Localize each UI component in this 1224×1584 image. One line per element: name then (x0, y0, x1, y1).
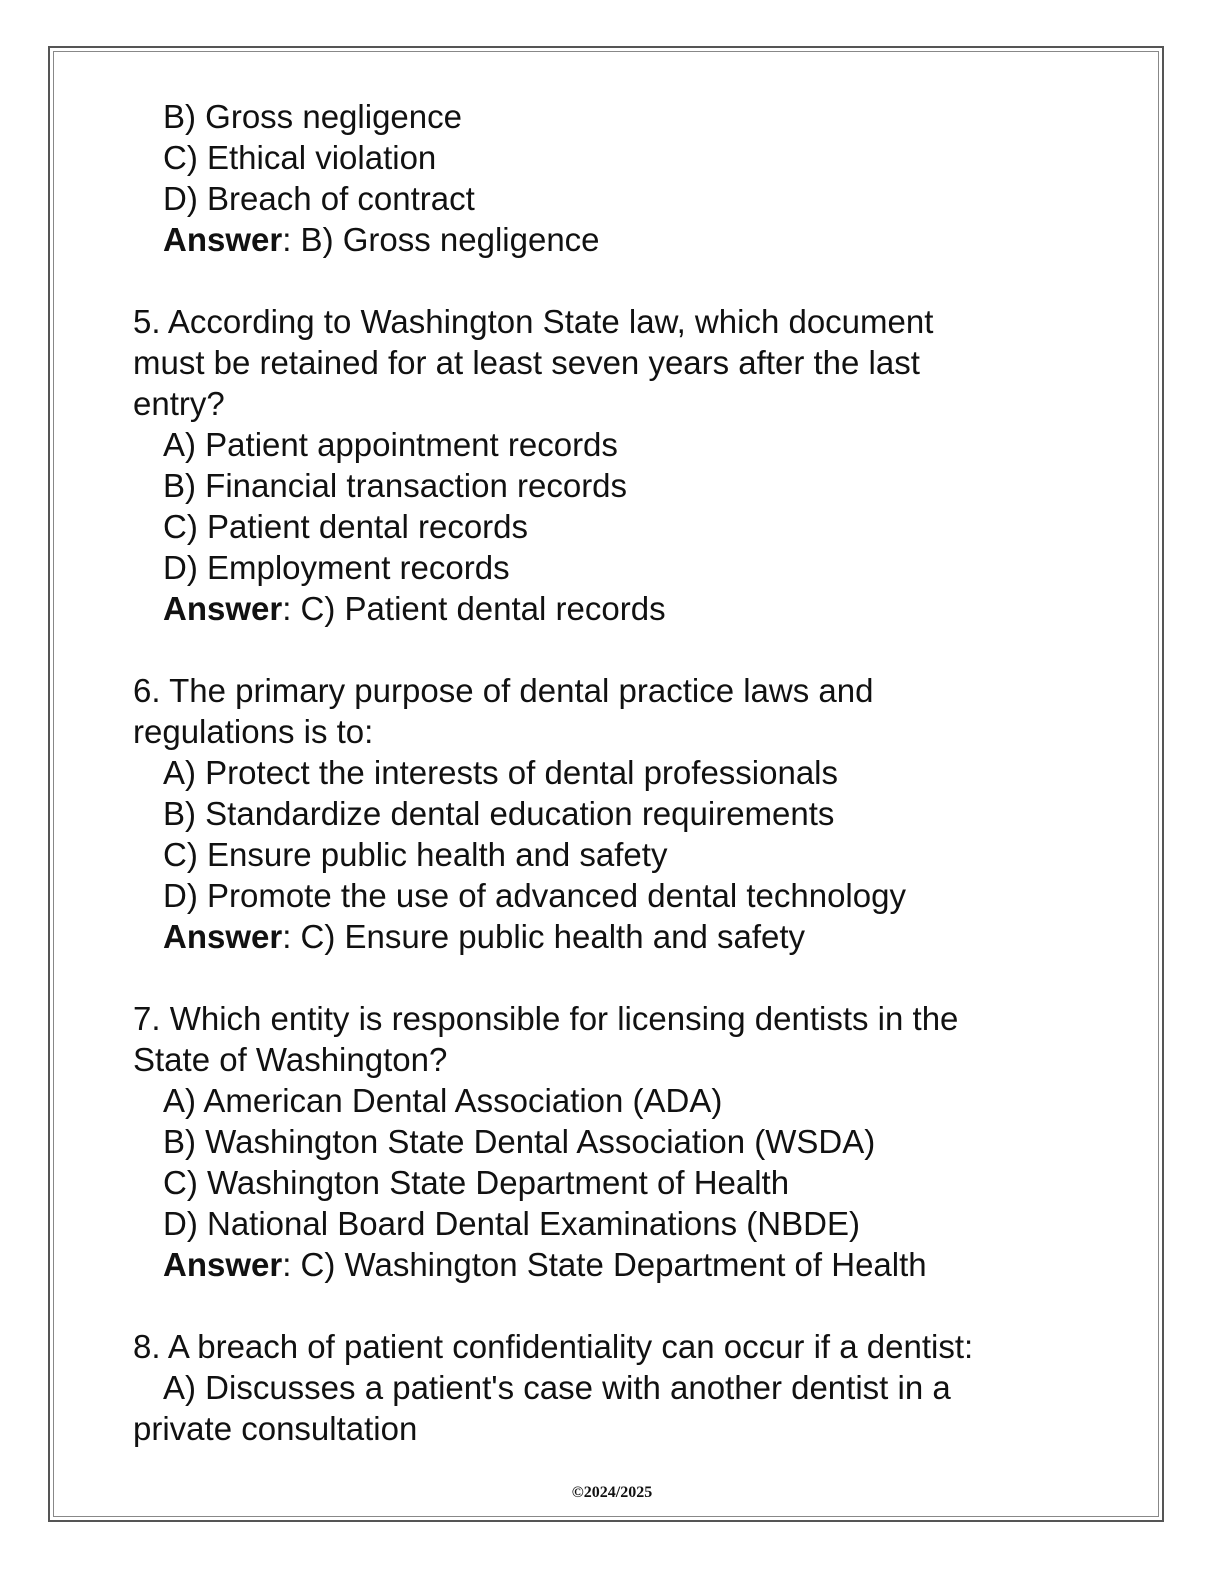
document-body (133, 96, 1133, 1449)
question-text: 5. According to Washington State law, which document (133, 303, 934, 340)
option: C) Ethical violation (163, 139, 437, 176)
answer-text: : C) Patient dental records (282, 590, 666, 627)
question-text: 8. A breach of patient confidentiality can occur if a dentist: (133, 1328, 974, 1365)
answer-label: Answer (163, 918, 283, 955)
option: D) Promote the use of advanced dental technology (163, 877, 906, 914)
question-text: 6. The primary purpose of dental practice laws and (133, 672, 874, 709)
option: B) Gross negligence (163, 98, 462, 135)
option: C) Patient dental records (163, 508, 529, 545)
option: B) Standardize dental education requirements (163, 795, 835, 832)
answer-label: Answer (163, 590, 283, 627)
question-7 (133, 998, 1133, 1285)
answer-text: : B) Gross negligence (282, 221, 600, 258)
option: C) Washington State Department of Health (163, 1164, 790, 1201)
question-4-tail (133, 96, 1133, 260)
option: A) Protect the interests of dental professionals (163, 754, 839, 791)
question-6 (133, 670, 1133, 957)
question-text: State of Washington? (133, 1041, 448, 1078)
answer-text: : C) Ensure public health and safety (282, 918, 806, 955)
copyright-footer: ©2024/2025 (571, 1484, 653, 1501)
question-8 (133, 1326, 1133, 1449)
answer-line (133, 1244, 1133, 1285)
option: D) Employment records (163, 549, 510, 586)
question-text: regulations is to: (133, 713, 374, 750)
option: D) National Board Dental Examinations (NBDE) (163, 1205, 860, 1242)
option-continuation: private consultation (133, 1410, 418, 1447)
option: A) American Dental Association (ADA) (163, 1082, 723, 1119)
option: A) Patient appointment records (163, 426, 618, 463)
option: B) Financial transaction records (163, 467, 628, 504)
answer-label: Answer (163, 221, 283, 258)
question-text: must be retained for at least seven years after the last (133, 344, 920, 381)
option: C) Ensure public health and safety (163, 836, 668, 873)
answer-line (133, 588, 1133, 629)
question-text: 7. Which entity is responsible for licensing dentists in the (133, 1000, 959, 1037)
answer-label: Answer (163, 1246, 283, 1283)
option: A) Discusses a patient's case with another dentist in a (163, 1369, 951, 1406)
option: B) Washington State Dental Association (WSDA) (163, 1123, 876, 1160)
option: D) Breach of contract (163, 180, 475, 217)
answer-line (133, 219, 1133, 260)
question-5 (133, 301, 1133, 629)
answer-text: : C) Washington State Department of Health (282, 1246, 927, 1283)
question-text: entry? (133, 385, 225, 422)
answer-line (133, 916, 1133, 957)
